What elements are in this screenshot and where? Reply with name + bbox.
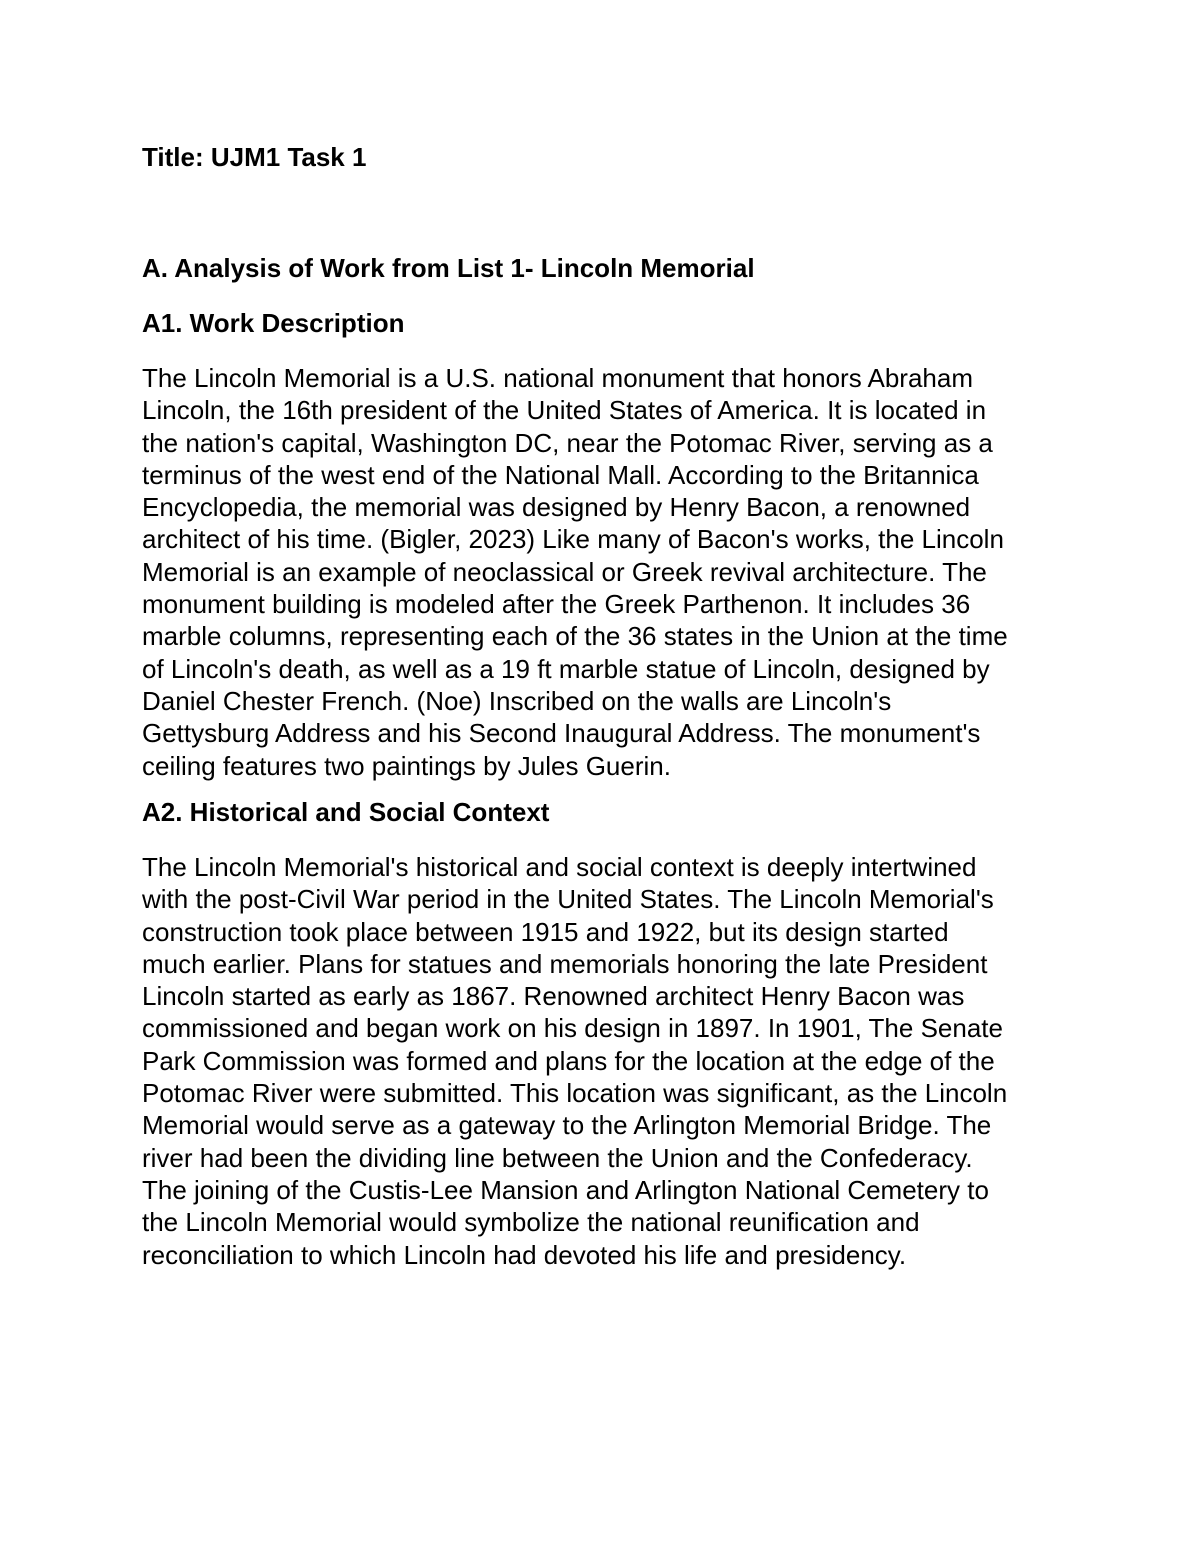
paragraph-line: Potomac River were submitted. This location was significant, as the Lincoln [142, 1078, 1008, 1109]
document-title: Title: UJM1 Task 1 [142, 142, 367, 172]
paragraph-line: much earlier. Plans for statues and memorials honoring the late President [142, 948, 988, 979]
paragraph-line: reconciliation to which Lincoln had devoted his life and presidency. [142, 1239, 907, 1270]
paragraph-line: Park Commission was formed and plans for the location at the edge of the [142, 1045, 995, 1076]
paragraph-line: the nation's capital, Washington DC, near the Potomac River, serving as a [142, 427, 993, 458]
section-a2-heading: A2. Historical and Social Context [142, 797, 550, 827]
paragraph-line: architect of his time. (Bigler, 2023) Like many of Bacon's works, the Lincoln [142, 524, 1004, 555]
paragraph-line: of Lincoln's death, as well as a 19 ft marble statue of Lincoln, designed by [142, 653, 990, 684]
paragraph-line: The Lincoln Memorial's historical and social context is deeply intertwined [142, 852, 977, 882]
section-a-heading: A. Analysis of Work from List 1- Lincoln Memorial [142, 253, 755, 283]
paragraph-line: Daniel Chester French. (Noe) Inscribed on the walls are Lincoln's [142, 685, 892, 716]
paragraph-line: ceiling features two paintings by Jules Guerin. [142, 750, 671, 781]
paragraph-line: Memorial is an example of neoclassical or Greek revival architecture. The [142, 556, 987, 587]
paragraph-line: The Lincoln Memorial is a U.S. national monument that honors Abraham [142, 363, 973, 393]
paragraph-line: commissioned and began work on his design in 1897. In 1901, The Senate [142, 1013, 1003, 1044]
paragraph-line: monument building is modeled after the Greek Parthenon. It includes 36 [142, 589, 971, 620]
paragraph-line: Memorial would serve as a gateway to the Arlington Memorial Bridge. The [142, 1110, 992, 1141]
paragraph-line: the Lincoln Memorial would symbolize the national reunification and [142, 1207, 920, 1238]
section-a2-paragraph [142, 851, 1082, 1271]
paragraph-line: Lincoln, the 16th president of the United States of America. It is located in [142, 395, 987, 426]
paragraph-line: construction took place between 1915 and 1922, but its design started [142, 916, 949, 947]
paragraph-line: Encyclopedia, the memorial was designed by Henry Bacon, a renowned [142, 492, 971, 523]
paragraph-line: marble columns, representing each of the 36 states in the Union at the time [142, 621, 1008, 652]
paragraph-line: Lincoln started as early as 1867. Renowned architect Henry Bacon was [142, 981, 965, 1012]
paragraph-line: river had been the dividing line between the Union and the Confederacy. [142, 1142, 973, 1173]
paragraph-line: terminus of the west end of the National Mall. According to the Britannica [142, 459, 979, 490]
section-a1-paragraph [142, 362, 1082, 782]
paragraph-line: The joining of the Custis-Lee Mansion and Arlington National Cemetery to [142, 1174, 989, 1205]
paragraph-line: with the post-Civil War period in the United States. The Lincoln Memorial's [142, 884, 994, 915]
section-a1-heading: A1. Work Description [142, 308, 405, 338]
paragraph-line: Gettysburg Address and his Second Inaugural Address. The monument's [142, 718, 981, 749]
